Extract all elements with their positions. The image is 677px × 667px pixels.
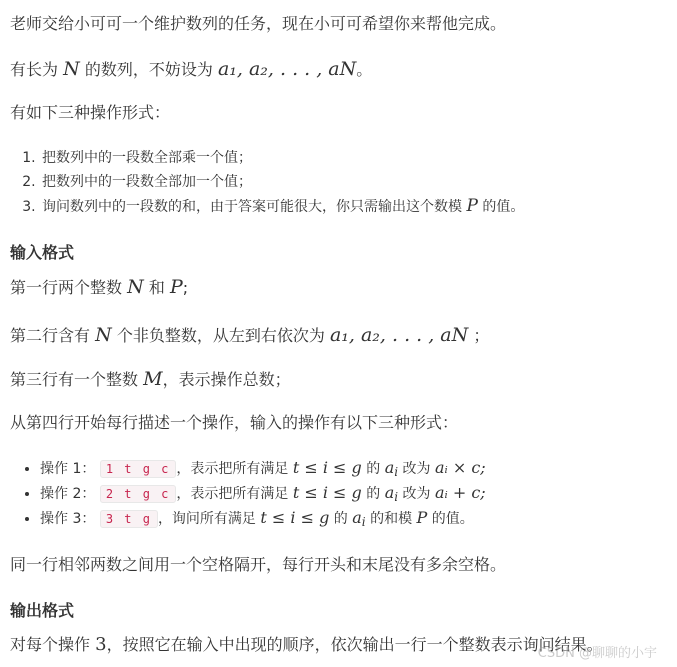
op-of: 的 bbox=[333, 511, 348, 527]
var-a: $a_i$ bbox=[384, 483, 399, 504]
same-line-note: 同一行相邻两数之间用一个空格隔开，每行开头和末尾没有多余空格。 bbox=[10, 555, 507, 574]
op-condition: t ≤ i ≤ g bbox=[260, 508, 330, 527]
operations-list bbox=[10, 146, 524, 219]
input-line-1-prefix: 第一行两个整数 bbox=[10, 278, 123, 297]
var-m: M bbox=[143, 368, 163, 390]
op-result: P bbox=[416, 508, 428, 527]
var-a: $a_i$ bbox=[384, 458, 399, 479]
input-line-2-mid: 个非负整数，从左到右依次为 bbox=[116, 326, 325, 345]
input-line-1-suffix: ; bbox=[182, 278, 189, 297]
intro-line-3: 有如下三种操作形式： bbox=[10, 103, 171, 122]
var-n: N bbox=[127, 276, 144, 298]
output-line-1-prefix: 对每个操作 bbox=[10, 635, 91, 654]
list-item bbox=[40, 506, 486, 531]
op-end: 的值。 bbox=[431, 511, 474, 527]
op-label: 操作 1： bbox=[40, 461, 96, 477]
input-format-heading: 输入格式 bbox=[10, 243, 75, 262]
op-condition: t ≤ i ≤ g bbox=[292, 458, 362, 477]
op-result: aᵢ × c; bbox=[435, 458, 486, 477]
watermark: CSDN @聊聊的小宇 bbox=[537, 646, 657, 661]
list-item-text: 把数列中的一段数全部加一个值； bbox=[42, 174, 252, 190]
op-desc: ，表示把所有满足 bbox=[176, 486, 289, 502]
intro-line-2 bbox=[10, 56, 372, 83]
var-n: N bbox=[95, 324, 112, 346]
intro-line-2-suffix: 。 bbox=[356, 60, 373, 79]
intro-line-2-mid: 的数列，不妨设为 bbox=[84, 60, 213, 79]
input-line-3-prefix: 第三行有一个整数 bbox=[10, 370, 139, 389]
list-item bbox=[40, 456, 486, 481]
op-of: 的 bbox=[366, 461, 381, 477]
op-verb: 改为 bbox=[402, 461, 431, 477]
op-of: 的 bbox=[366, 486, 381, 502]
op-desc: ，询问所有满足 bbox=[157, 511, 256, 527]
output-line-1 bbox=[10, 632, 603, 658]
op-verb: 的和模 bbox=[370, 511, 413, 527]
list-item bbox=[40, 170, 524, 194]
output-format-heading: 输出格式 bbox=[10, 601, 75, 620]
intro-line-2-prefix: 有长为 bbox=[10, 60, 59, 79]
var-p: P bbox=[169, 276, 183, 298]
input-line-3-suffix: ，表示操作总数； bbox=[162, 370, 291, 389]
list-item-suffix: 的值。 bbox=[482, 199, 525, 215]
operation-formats bbox=[10, 456, 486, 531]
op-label: 操作 3： bbox=[40, 511, 96, 527]
list-item-text: 询问数列中的一段数的和，由于答案可能很大，你只需输出这个数模 bbox=[42, 199, 462, 215]
list-item bbox=[40, 194, 524, 219]
list-item bbox=[40, 146, 524, 170]
op-verb: 改为 bbox=[402, 486, 431, 502]
output-line-1-suffix: ，按照它在输入中出现的顺序，依次输出一行一个整数表示询问结果。 bbox=[106, 635, 603, 654]
input-line-2-suffix: ； bbox=[473, 326, 490, 345]
op-label: 操作 2： bbox=[40, 486, 96, 502]
input-line-4: 从第四行开始每行描述一个操作，输入的操作有以下三种形式： bbox=[10, 413, 459, 432]
var-n: N bbox=[63, 58, 80, 80]
intro-line-1: 老师交给小可可一个维护数列的任务，现在小可可希望你来帮他完成。 bbox=[10, 14, 507, 33]
input-line-2 bbox=[10, 322, 489, 349]
input-line-1 bbox=[10, 274, 188, 301]
op-code: 1 t g c bbox=[100, 460, 177, 478]
op-code: 3 t g bbox=[100, 510, 158, 528]
input-line-2-prefix: 第二行含有 bbox=[10, 326, 91, 345]
op-desc: ，表示把所有满足 bbox=[176, 461, 289, 477]
op-number: 3 bbox=[95, 634, 107, 655]
input-line-1-and: 和 bbox=[148, 278, 165, 297]
list-item bbox=[40, 481, 486, 506]
list-item-text: 把数列中的一段数全部乘一个值； bbox=[42, 150, 252, 166]
op-code: 2 t g c bbox=[100, 485, 177, 503]
var-a: $a_i$ bbox=[352, 508, 366, 529]
op-condition: t ≤ i ≤ g bbox=[292, 483, 362, 502]
sequence-math: a₁, a₂, . . . , aN bbox=[217, 58, 357, 80]
op-result: aᵢ + c; bbox=[435, 483, 486, 502]
var-p: P bbox=[466, 196, 478, 216]
input-line-3 bbox=[10, 366, 291, 393]
sequence-math: a₁, a₂, . . . , aN bbox=[329, 324, 469, 346]
